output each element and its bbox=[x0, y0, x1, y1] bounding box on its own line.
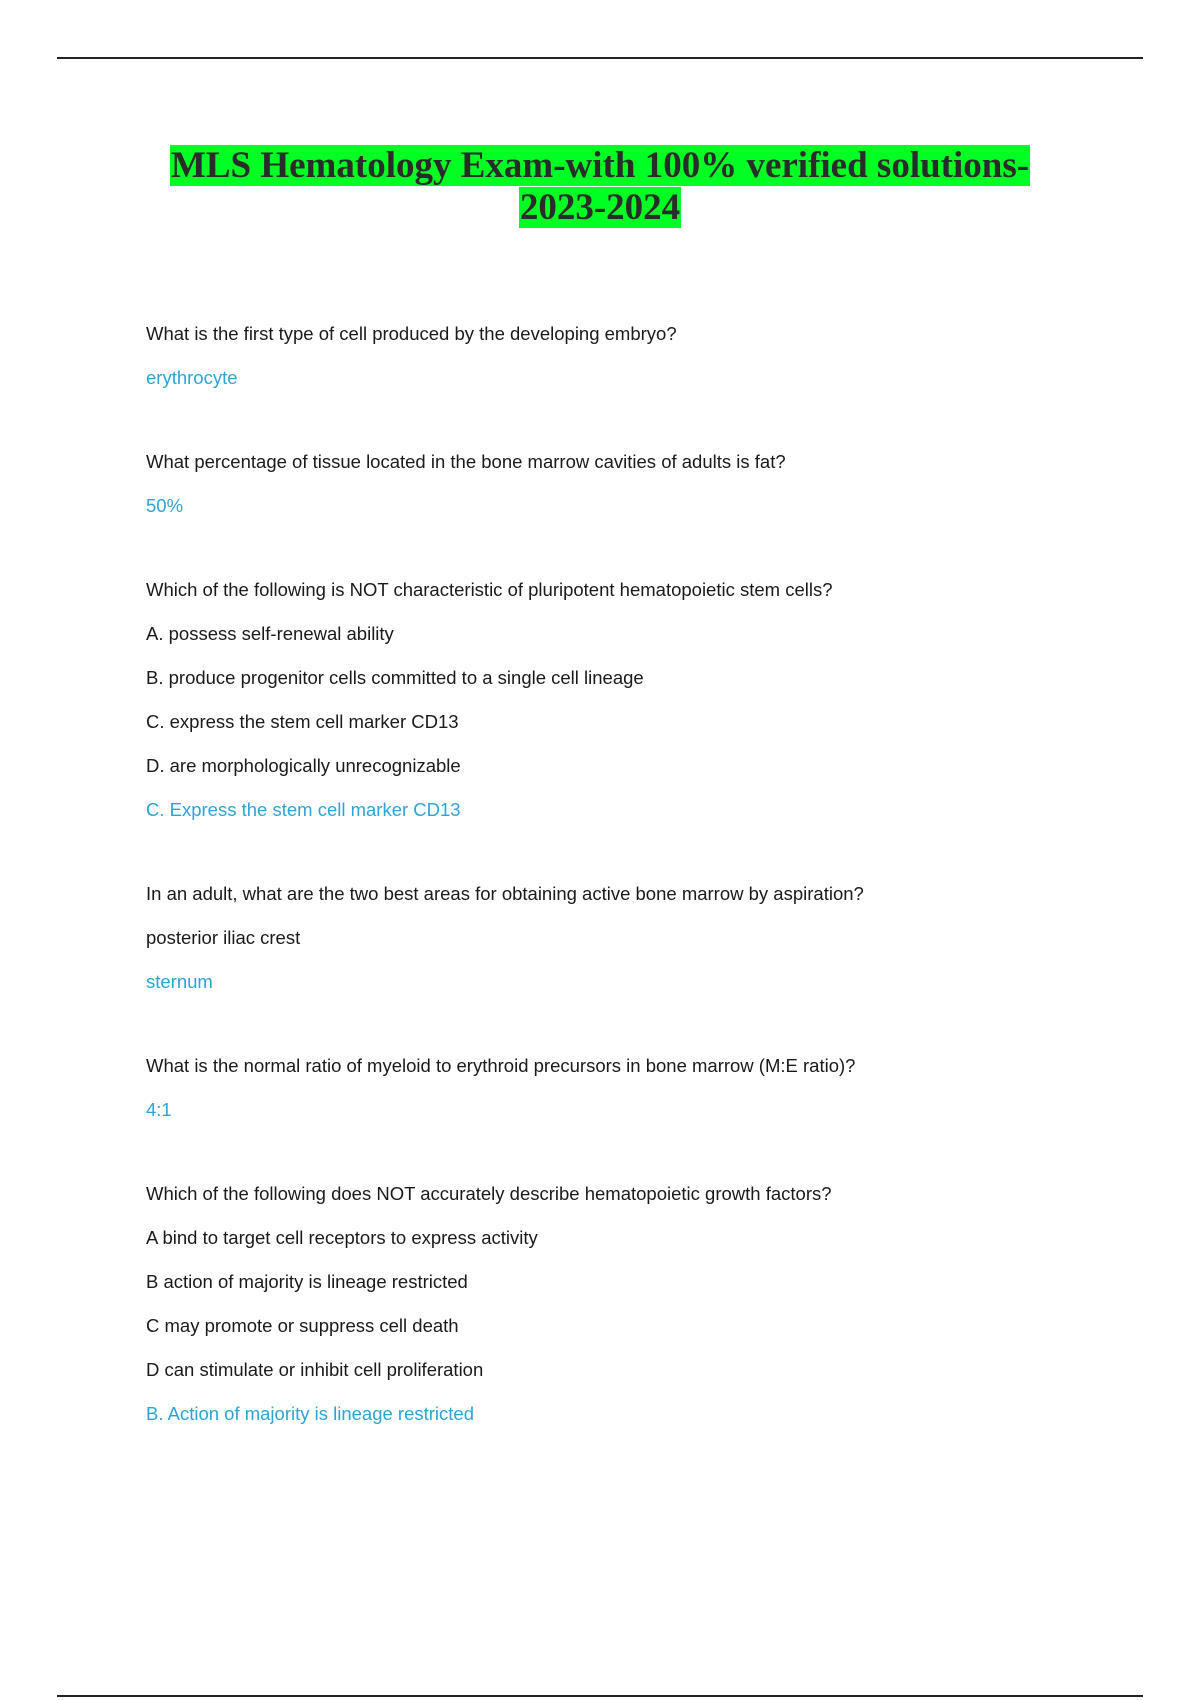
option-text: posterior iliac crest bbox=[146, 927, 301, 948]
document-title bbox=[0, 145, 1200, 229]
title-line-1: MLS Hematology Exam-with 100% verified solutions- bbox=[170, 145, 1030, 186]
question-text: In an adult, what are the two best areas for obtaining active bone marrow by aspiration? bbox=[146, 883, 864, 904]
question-text: Which of the following is NOT characteristic of pluripotent hematopoietic stem cells? bbox=[146, 579, 833, 600]
question-block bbox=[146, 1054, 1146, 1122]
option-text: A. possess self-renewal ability bbox=[146, 623, 394, 644]
question-list bbox=[146, 322, 1146, 1486]
question-block bbox=[146, 322, 1146, 390]
question-block bbox=[146, 1182, 1146, 1426]
option-text: D. are morphologically unrecognizable bbox=[146, 755, 461, 776]
option-text: C. express the stem cell marker CD13 bbox=[146, 711, 459, 732]
answer-text: erythrocyte bbox=[146, 367, 238, 388]
question-text: What percentage of tissue located in the bone marrow cavities of adults is fat? bbox=[146, 451, 786, 472]
option-text: A bind to target cell receptors to express activity bbox=[146, 1227, 538, 1248]
option-text: B. produce progenitor cells committed to a single cell lineage bbox=[146, 667, 644, 688]
question-block bbox=[146, 882, 1146, 994]
option-text: C may promote or suppress cell death bbox=[146, 1315, 459, 1336]
answer-text: B. Action of majority is lineage restricted bbox=[146, 1403, 475, 1424]
title-line-2: 2023-2024 bbox=[519, 187, 681, 228]
question-text: Which of the following does NOT accurately describe hematopoietic growth factors? bbox=[146, 1183, 832, 1204]
answer-text: sternum bbox=[146, 971, 213, 992]
bottom-rule bbox=[57, 1695, 1143, 1697]
option-text: B action of majority is lineage restricted bbox=[146, 1271, 468, 1292]
top-rule bbox=[57, 57, 1143, 59]
question-text: What is the normal ratio of myeloid to erythroid precursors in bone marrow (M:E ratio)? bbox=[146, 1055, 856, 1076]
answer-text: C. Express the stem cell marker CD13 bbox=[146, 799, 461, 820]
answer-text: 4:1 bbox=[146, 1099, 172, 1120]
answer-text: 50% bbox=[146, 495, 184, 516]
question-text: What is the first type of cell produced by the developing embryo? bbox=[146, 323, 677, 344]
question-block bbox=[146, 578, 1146, 822]
option-text: D can stimulate or inhibit cell proliferation bbox=[146, 1359, 484, 1380]
question-block bbox=[146, 450, 1146, 518]
